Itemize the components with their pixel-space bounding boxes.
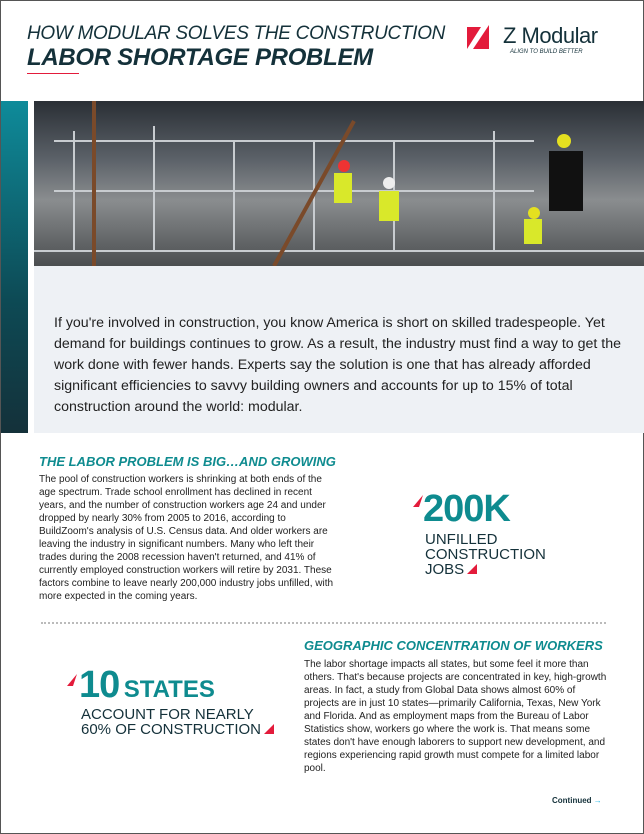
stat-200k-value: 200K xyxy=(423,488,510,530)
section-heading-geographic: GEOGRAPHIC CONCENTRATION OF WORKERS xyxy=(304,638,603,653)
logo-name: Z Modular xyxy=(503,23,598,48)
stat-10-states-value: 10 STATES xyxy=(79,664,215,706)
stat-200k-line3: JOBS xyxy=(425,562,546,577)
logo-tagline: ALIGN TO BUILD BETTER xyxy=(510,49,583,55)
continued-label: Continued xyxy=(552,796,592,805)
title-underline xyxy=(27,73,79,74)
accent-sidebar xyxy=(1,101,28,433)
hero-photo-construction-workers xyxy=(34,101,644,266)
stat-10-states-label xyxy=(81,707,274,737)
arrow-right-icon: → xyxy=(593,796,602,805)
continued-link[interactable] xyxy=(552,796,602,806)
logo-mark-icon xyxy=(467,25,503,51)
title-line-1: HOW MODULAR SOLVES THE CONSTRUCTION xyxy=(27,23,446,44)
section-divider xyxy=(41,622,606,624)
stat-200k-line2: CONSTRUCTION xyxy=(425,546,546,563)
title-line-2: LABOR SHORTAGE PROBLEM xyxy=(27,44,373,71)
stat-200k-label xyxy=(425,532,546,577)
stat-200k-line1: UNFILLED xyxy=(425,531,498,548)
intro-paragraph: If you're involved in construction, you know America is short on skilled tradespeople. Yet demand for buildings continues to grow. As a result, the industry must find a way to get the work done with fewer hands. Experts say the solution is one that has already afforded significant efficiencies to savvy building owners and accounts for up to 15% of total construction around the world: modular. xyxy=(34,266,644,433)
accent-tick-icon xyxy=(67,674,77,686)
section-heading-labor-problem: THE LABOR PROBLEM IS BIG…AND GROWING xyxy=(39,454,336,469)
accent-tick-icon xyxy=(413,495,423,507)
section-body-geographic: The labor shortage impacts all states, but some feel it more than others. That's because projects are concentrated in key, high-growth areas. In fact, a study from Global Data shows almost 60% of projects are in just 10 states—primarily California, Texas, New York and Florida. And as employment maps from the Bureau of Labor Statistics show, workers go where the work is. That means some states don't have enough laborers to support new development, and regions experiencing rapid growth must compete for a limited labor pool. xyxy=(304,659,607,774)
stat-10-states-line1: ACCOUNT FOR NEARLY xyxy=(81,706,254,723)
stat-10-states-line2: 60% OF CONSTRUCTION xyxy=(81,722,274,737)
section-body-labor-problem: The pool of construction workers is shrinking at both ends of the age spectrum. Trade school enrollment has declined in recent years, and the number of construction workers age 24 and under dropped by nearly 30% from 2005 to 2016, according to BuildZoom's analysis of U.S. Census data. And older workers are leaving the industry in significant numbers. Many who left their trades during the 2008 recession haven't returned, and 41% of currently employed construction workers will retire by 2031. These factors combine to leave nearly 200,000 industry jobs unfilled, with more expected in the coming years. xyxy=(39,474,334,602)
